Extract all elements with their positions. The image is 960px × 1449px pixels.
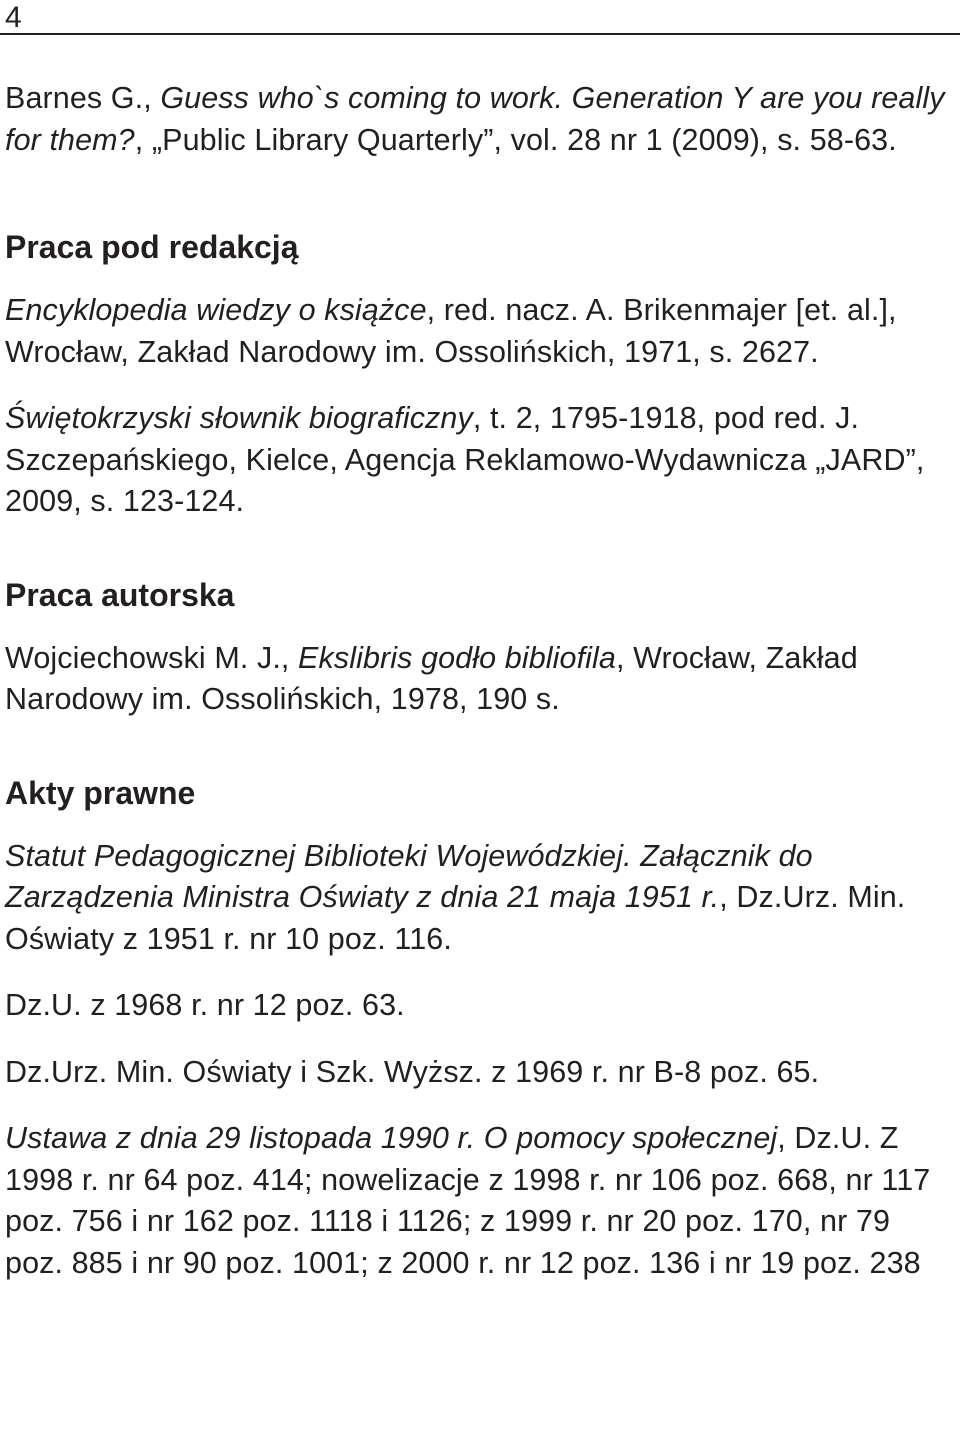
entry-title: Encyklopedia wiedzy o książce bbox=[5, 293, 427, 327]
entry-details: , red. nacz. A. Brikenmajer [et. al.], Wrocław, Zakład Narodowy im. Ossolińskich, 1971, s. 2627. bbox=[5, 293, 897, 369]
entry-details: , „Public Library Quarterly”, vol. 28 nr 1 (2009), s. 58-63. bbox=[134, 122, 897, 157]
bibliography-entry bbox=[5, 1118, 955, 1284]
entry-author: Barnes G., bbox=[5, 81, 161, 115]
entry-details: , Dz.Urz. Min. Oświaty z 1951 r. nr 10 poz. 116. bbox=[5, 880, 906, 956]
entry-details: , Dz.U. Z 1998 r. nr 64 poz. 414; nowelizacje z 1998 r. nr 106 poz. 668, nr 117 poz. 756 i nr 162 poz. 1118 i 1126; z 1999 r. nr 20 poz. 170, nr 79 poz. 885 i nr 90 poz. 1001; z 2000 r. nr 12 poz. 136 i nr 19 poz. 238 bbox=[5, 1121, 931, 1280]
bibliography-entry bbox=[5, 78, 955, 161]
entry-title: Statut Pedagogicznej Biblioteki Wojewódzkiej. Załącznik do Zarządzenia Ministra Oświaty z dnia 21 maja 1951 r. bbox=[5, 838, 813, 914]
bibliography-content bbox=[5, 78, 955, 1284]
bibliography-entry bbox=[5, 836, 955, 961]
entry-details: , t. 2, 1795-1918, pod red. J. Szczepańskiego, Kielce, Agencja Reklamowo-Wydawnicza „JARD”, 2009, s. 123-124. bbox=[5, 401, 925, 518]
section-heading-legal-acts: Akty prawne bbox=[5, 774, 196, 811]
bibliography-entry bbox=[5, 290, 955, 373]
bibliography-entry bbox=[5, 985, 955, 1027]
section-heading-authored-works: Praca autorska bbox=[5, 576, 235, 613]
bibliography-entry bbox=[5, 398, 955, 523]
bibliography-entry bbox=[5, 1052, 955, 1094]
bibliography-entry bbox=[5, 638, 955, 721]
entry-title: Guess who`s coming to work. Generation Y are you really for them? bbox=[5, 81, 945, 157]
header-rule bbox=[0, 33, 960, 35]
entry-author: Dz.Urz. Min. Oświaty i Szk. Wyższ. z 1969 r. nr B-8 poz. 65. bbox=[5, 1054, 820, 1089]
entry-title: Świętokrzyski słownik biograficzny bbox=[5, 401, 473, 435]
entry-title: Ustawa z dnia 29 listopada 1990 r. O pomocy społecznej bbox=[5, 1121, 778, 1155]
entry-details: , Wrocław, Zakład Narodowy im. Ossolińskich, 1978, 190 s. bbox=[5, 640, 858, 716]
section-heading-edited-works: Praca pod redakcją bbox=[5, 229, 299, 265]
entry-title: Ekslibris godło bibliofila bbox=[298, 640, 616, 675]
entry-author: Wojciechowski M. J., bbox=[5, 640, 299, 675]
entry-author: Dz.U. z 1968 r. nr 12 poz. 63. bbox=[5, 988, 405, 1022]
page-number: 4 bbox=[5, 1, 22, 34]
